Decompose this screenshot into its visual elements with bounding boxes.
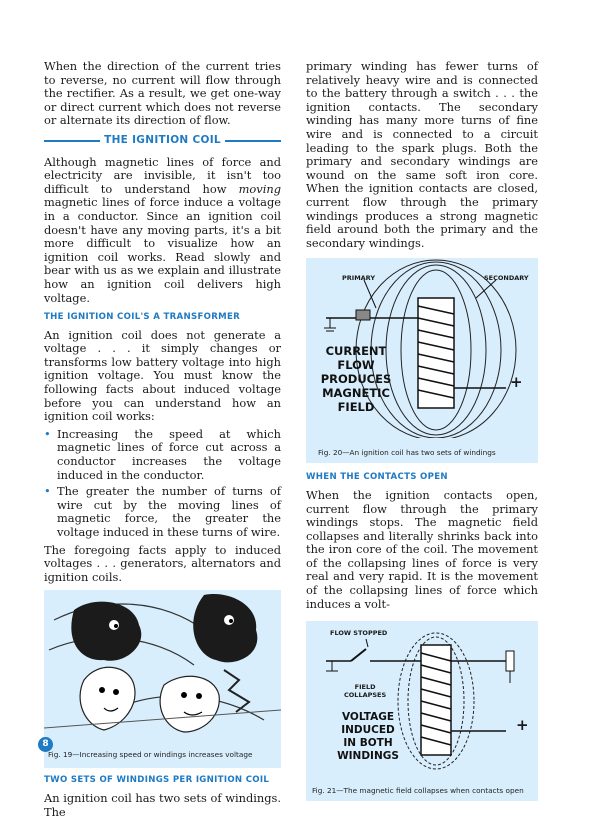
subheading-two-sets: TWO SETS OF WINDINGS PER IGNITION COIL (44, 775, 270, 786)
paragraph-contacts-open: When the ignition contacts open, current flow through the primary windings stops. The magnetic field collapses and literally shrinks back into the iron core of the coil. The movement of the collapsing lines of force is very real and very rapid. It is the movement of the collapsing lines of force which induces a volt- (306, 487, 538, 611)
figure-21 (306, 621, 538, 801)
banner-rule-left (44, 140, 100, 142)
plus-sign: + (510, 373, 523, 392)
label-secondary: SECONDARY (484, 274, 529, 283)
big-text-line: CURRENT (325, 344, 387, 359)
fig21-big-text (328, 711, 408, 763)
intro-text-b: magnetic lines of force induce a voltage in a conductor. Since an ignition coil doesn't have any moving parts, it's a bit more difficult to visualize how an ignition coil works. Read slowly and bear with us as we explain and illustrate how an ignition coil delivers high voltage. (44, 195, 281, 305)
paragraph-primary-winding: primary winding has fewer turns of relatively heavy wire and is connected to the battery through a switch . . . the ignition contacts. The secondary winding has many more turns of fine wire and is connected to a circuit leading to the spark plugs. Both the primary and secondary windings are wound on the same soft iron core. When the ignition contacts are closed, current flow through the primary windings produces a strong magnetic field around both the primary and the secondary windings. (306, 59, 538, 250)
page-number: 8 (38, 737, 53, 752)
field-label-line: FIELD (354, 683, 376, 692)
bullet-icon: • (44, 426, 51, 441)
fig19-caption: Fig. 19—Increasing speed or windings increases voltage (48, 750, 253, 760)
fig20-big-text (316, 344, 396, 414)
intro-text-a: Although magnetic lines of force and electricity are invisible, it isn't too difficult to understand how (44, 154, 281, 196)
big-text-line: FIELD (337, 400, 375, 415)
label-field-collapses (344, 683, 386, 699)
fig19-illustration (44, 590, 281, 740)
big-text-line: INDUCED (341, 724, 395, 737)
paragraph-transformer: An ignition coil does not generate a voltage . . . it simply changes or transforms low battery voltage into high ignition voltage. You must know the following facts about induced voltage before you can understand how an ignition coil works: (44, 327, 281, 424)
big-text-line: VOLTAGE (341, 711, 395, 724)
paragraph-intro (44, 156, 281, 306)
right-column (306, 60, 538, 801)
fig21-caption: Fig. 21—The magnetic field collapses when contacts open (312, 786, 524, 796)
intro-emphasis: moving (238, 181, 281, 196)
fig20-caption: Fig. 20—An ignition coil has two sets of windings (318, 448, 496, 458)
paragraph-two-sets: An ignition coil has two sets of windings. The (44, 790, 281, 819)
plus-sign: + (516, 716, 529, 735)
figure-19 (44, 590, 281, 768)
section-banner (44, 134, 281, 148)
paragraph-foregoing: The foregoing facts apply to induced voltages . . . generators, alternators and ignition coils. (44, 542, 281, 584)
big-text-line: FLOW (337, 358, 375, 373)
facts-list (44, 428, 281, 540)
banner-rule-right (225, 140, 281, 142)
big-text-line: IN BOTH (343, 737, 393, 750)
list-item (44, 485, 281, 539)
list-item-text: The greater the number of turns of wire cut by the moving lines of magnetic force, the greater the voltage induced in these turns of wire. (57, 484, 281, 539)
paragraph-rectifier: When the direction of the current tries to reverse, no current will flow through the rectifier. As a result, we get one-way or direct current which does not reverse or alternate its direction of flow. (44, 59, 281, 128)
big-text-line: PRODUCES (320, 372, 392, 387)
field-label-line: COLLAPSES (344, 691, 387, 700)
subheading-contacts-open: WHEN THE CONTACTS OPEN (306, 472, 448, 483)
section-title: THE IGNITION COIL (104, 133, 221, 146)
figure-20 (306, 258, 538, 463)
label-flow-stopped: FLOW STOPPED (330, 629, 388, 638)
left-column (44, 60, 281, 823)
big-text-line: WINDINGS (337, 750, 399, 763)
label-primary: PRIMARY (342, 274, 376, 283)
big-text-line: MAGNETIC (322, 386, 390, 401)
list-item-text: Increasing the speed at which magnetic lines of force cut across a conductor increases the voltage induced in the conductor. (57, 426, 281, 482)
bullet-icon: • (44, 484, 51, 499)
list-item (44, 428, 281, 482)
subheading-transformer: THE IGNITION COIL'S A TRANSFORMER (44, 312, 241, 323)
